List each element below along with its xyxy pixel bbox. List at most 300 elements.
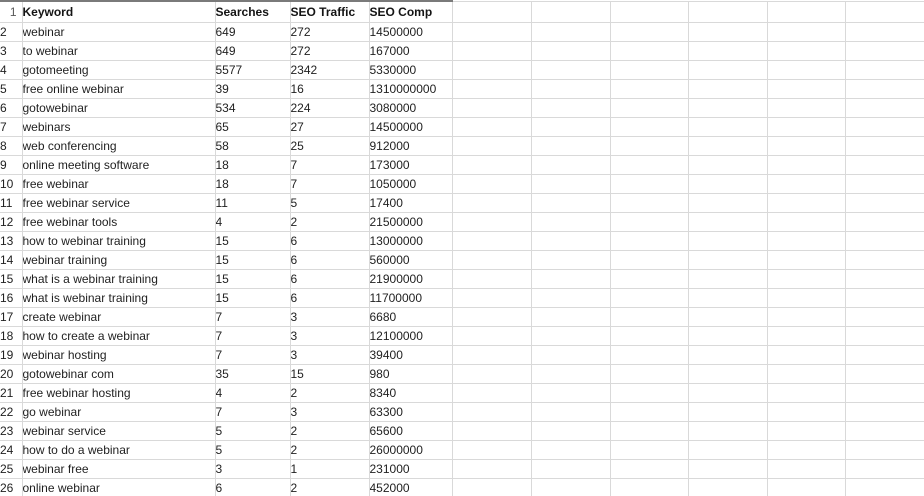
cell-seo-comp[interactable]: 231000 (369, 459, 452, 478)
row-number[interactable]: 7 (0, 117, 22, 136)
cell-empty[interactable] (767, 136, 845, 155)
cell-seo-traffic[interactable]: 25 (290, 136, 369, 155)
cell-empty[interactable] (688, 345, 767, 364)
row-number[interactable]: 15 (0, 269, 22, 288)
cell-empty[interactable] (845, 250, 924, 269)
row-number[interactable]: 16 (0, 288, 22, 307)
cell-seo-traffic[interactable]: 6 (290, 269, 369, 288)
cell-searches[interactable]: 534 (215, 98, 290, 117)
cell-keyword[interactable]: create webinar (22, 307, 215, 326)
cell-seo-comp[interactable]: 12100000 (369, 326, 452, 345)
cell-empty[interactable] (767, 440, 845, 459)
cell-keyword[interactable]: webinar (22, 22, 215, 41)
cell-empty[interactable] (531, 79, 610, 98)
cell-empty[interactable] (845, 459, 924, 478)
cell-searches[interactable]: 5577 (215, 60, 290, 79)
cell-empty[interactable] (845, 383, 924, 402)
cell-empty[interactable] (610, 98, 688, 117)
row-number[interactable]: 20 (0, 364, 22, 383)
cell-searches[interactable]: 35 (215, 364, 290, 383)
cell-empty[interactable] (531, 383, 610, 402)
cell-empty[interactable] (531, 193, 610, 212)
cell-empty[interactable] (845, 440, 924, 459)
cell-empty[interactable] (531, 231, 610, 250)
cell-empty[interactable] (610, 136, 688, 155)
row-number[interactable]: 19 (0, 345, 22, 364)
cell-empty[interactable] (845, 326, 924, 345)
table-row (0, 60, 924, 79)
cell-seo-traffic[interactable]: 2 (290, 421, 369, 440)
cell-empty[interactable] (688, 98, 767, 117)
cell-seo-traffic[interactable]: 2342 (290, 60, 369, 79)
row-number[interactable]: 23 (0, 421, 22, 440)
cell-seo-comp[interactable]: 452000 (369, 478, 452, 496)
cell-empty[interactable] (531, 478, 610, 496)
cell-empty[interactable] (531, 364, 610, 383)
cell-empty[interactable] (845, 307, 924, 326)
cell-empty[interactable] (610, 288, 688, 307)
cell-keyword[interactable]: what is a webinar training (22, 269, 215, 288)
cell-seo-traffic[interactable]: 2 (290, 383, 369, 402)
cell-empty[interactable] (688, 364, 767, 383)
cell-empty[interactable] (767, 174, 845, 193)
cell-empty[interactable] (688, 212, 767, 231)
cell-keyword[interactable]: how to do a webinar (22, 440, 215, 459)
cell-searches[interactable]: 15 (215, 269, 290, 288)
cell-seo-comp[interactable]: 39400 (369, 345, 452, 364)
cell-empty[interactable] (531, 136, 610, 155)
cell-empty[interactable] (452, 231, 531, 250)
cell-empty[interactable] (452, 174, 531, 193)
cell-keyword[interactable]: gotowebinar (22, 98, 215, 117)
cell-empty[interactable] (452, 250, 531, 269)
cell-keyword[interactable]: webinar training (22, 250, 215, 269)
cell-searches[interactable]: 5 (215, 440, 290, 459)
cell-empty[interactable] (610, 250, 688, 269)
cell-seo-comp[interactable]: 1310000000 (369, 79, 452, 98)
cell-searches[interactable]: 65 (215, 117, 290, 136)
cell-keyword[interactable]: how to create a webinar (22, 326, 215, 345)
row-number[interactable]: 26 (0, 478, 22, 496)
cell-empty[interactable] (610, 478, 688, 496)
table-row (0, 307, 924, 326)
cell-keyword[interactable]: webinar service (22, 421, 215, 440)
cell-seo-comp[interactable]: 14500000 (369, 22, 452, 41)
cell-empty[interactable] (845, 421, 924, 440)
cell-empty[interactable] (452, 383, 531, 402)
cell-seo-traffic[interactable]: 6 (290, 250, 369, 269)
cell-empty[interactable] (688, 402, 767, 421)
table-row (0, 41, 924, 60)
cell-empty[interactable] (610, 155, 688, 174)
cell-empty[interactable] (531, 1, 610, 22)
cell-seo-comp[interactable]: 65600 (369, 421, 452, 440)
row-number[interactable]: 22 (0, 402, 22, 421)
cell-empty[interactable] (767, 250, 845, 269)
row-number[interactable]: 11 (0, 193, 22, 212)
cell-empty[interactable] (845, 98, 924, 117)
cell-empty[interactable] (688, 60, 767, 79)
cell-empty[interactable] (845, 364, 924, 383)
cell-empty[interactable] (610, 402, 688, 421)
cell-seo-traffic[interactable]: 3 (290, 402, 369, 421)
cell-empty[interactable] (531, 269, 610, 288)
row-number[interactable]: 18 (0, 326, 22, 345)
cell-searches[interactable]: 7 (215, 345, 290, 364)
cell-searches[interactable]: 5 (215, 421, 290, 440)
cell-empty[interactable] (610, 41, 688, 60)
table-row (0, 383, 924, 402)
table-row (0, 98, 924, 117)
row-number[interactable]: 12 (0, 212, 22, 231)
cell-seo-comp[interactable]: 63300 (369, 402, 452, 421)
cell-empty[interactable] (531, 98, 610, 117)
cell-seo-traffic[interactable]: 2 (290, 212, 369, 231)
cell-seo-comp[interactable]: 14500000 (369, 117, 452, 136)
cell-empty[interactable] (452, 307, 531, 326)
cell-keyword[interactable]: go webinar (22, 402, 215, 421)
cell-searches[interactable]: 3 (215, 459, 290, 478)
cell-empty[interactable] (531, 117, 610, 136)
cell-keyword[interactable]: online webinar (22, 478, 215, 496)
cell-seo-comp[interactable]: 173000 (369, 155, 452, 174)
cell-empty[interactable] (688, 136, 767, 155)
row-number[interactable]: 24 (0, 440, 22, 459)
cell-empty[interactable] (531, 250, 610, 269)
cell-keyword[interactable]: web conferencing (22, 136, 215, 155)
cell-empty[interactable] (610, 212, 688, 231)
cell-seo-comp[interactable]: 13000000 (369, 231, 452, 250)
row-number[interactable]: 6 (0, 98, 22, 117)
cell-empty[interactable] (845, 174, 924, 193)
cell-keyword[interactable]: free webinar (22, 174, 215, 193)
cell-searches[interactable]: 4 (215, 212, 290, 231)
cell-empty[interactable] (845, 155, 924, 174)
cell-empty[interactable] (610, 174, 688, 193)
cell-empty[interactable] (688, 440, 767, 459)
cell-empty[interactable] (531, 402, 610, 421)
cell-empty[interactable] (610, 307, 688, 326)
cell-empty[interactable] (452, 345, 531, 364)
cell-empty[interactable] (531, 326, 610, 345)
row-number[interactable]: 25 (0, 459, 22, 478)
cell-empty[interactable] (610, 79, 688, 98)
cell-empty[interactable] (845, 60, 924, 79)
cell-searches[interactable]: 4 (215, 383, 290, 402)
cell-keyword[interactable]: how to webinar training (22, 231, 215, 250)
column-header-seo-comp[interactable]: SEO Comp (369, 1, 452, 22)
cell-empty[interactable] (688, 326, 767, 345)
cell-empty[interactable] (845, 288, 924, 307)
cell-searches[interactable]: 39 (215, 79, 290, 98)
cell-seo-comp[interactable]: 8340 (369, 383, 452, 402)
cell-seo-comp[interactable]: 21500000 (369, 212, 452, 231)
row-number[interactable]: 2 (0, 22, 22, 41)
cell-empty[interactable] (610, 117, 688, 136)
row-number[interactable]: 9 (0, 155, 22, 174)
cell-empty[interactable] (845, 22, 924, 41)
cell-empty[interactable] (531, 459, 610, 478)
cell-empty[interactable] (452, 402, 531, 421)
cell-empty[interactable] (531, 174, 610, 193)
cell-empty[interactable] (767, 41, 845, 60)
cell-searches[interactable]: 15 (215, 231, 290, 250)
cell-empty[interactable] (452, 364, 531, 383)
cell-seo-traffic[interactable]: 272 (290, 41, 369, 60)
row-number[interactable]: 10 (0, 174, 22, 193)
cell-empty[interactable] (767, 212, 845, 231)
cell-searches[interactable]: 649 (215, 22, 290, 41)
cell-keyword[interactable]: webinar hosting (22, 345, 215, 364)
cell-empty[interactable] (767, 193, 845, 212)
cell-empty[interactable] (452, 288, 531, 307)
cell-empty[interactable] (767, 307, 845, 326)
cell-empty[interactable] (610, 440, 688, 459)
cell-empty[interactable] (767, 1, 845, 22)
cell-empty[interactable] (531, 307, 610, 326)
cell-seo-comp[interactable]: 6680 (369, 307, 452, 326)
cell-keyword[interactable]: gotomeeting (22, 60, 215, 79)
row-number[interactable]: 1 (0, 1, 22, 22)
cell-empty[interactable] (688, 193, 767, 212)
row-number[interactable]: 17 (0, 307, 22, 326)
cell-seo-traffic[interactable]: 7 (290, 155, 369, 174)
cell-empty[interactable] (452, 60, 531, 79)
cell-empty[interactable] (531, 60, 610, 79)
cell-keyword[interactable]: free webinar tools (22, 212, 215, 231)
cell-empty[interactable] (688, 307, 767, 326)
row-number[interactable]: 21 (0, 383, 22, 402)
cell-empty[interactable] (452, 155, 531, 174)
cell-empty[interactable] (845, 1, 924, 22)
cell-empty[interactable] (688, 1, 767, 22)
cell-empty[interactable] (688, 459, 767, 478)
cell-empty[interactable] (610, 193, 688, 212)
cell-empty[interactable] (531, 22, 610, 41)
table-row (0, 155, 924, 174)
cell-empty[interactable] (610, 345, 688, 364)
cell-empty[interactable] (767, 421, 845, 440)
cell-empty[interactable] (688, 269, 767, 288)
cell-searches[interactable]: 58 (215, 136, 290, 155)
cell-empty[interactable] (531, 212, 610, 231)
table-row (0, 174, 924, 193)
cell-seo-comp[interactable]: 21900000 (369, 269, 452, 288)
cell-empty[interactable] (767, 383, 845, 402)
cell-empty[interactable] (531, 421, 610, 440)
cell-empty[interactable] (845, 269, 924, 288)
cell-empty[interactable] (688, 155, 767, 174)
cell-empty[interactable] (531, 440, 610, 459)
cell-keyword[interactable]: to webinar (22, 41, 215, 60)
cell-keyword[interactable]: what is webinar training (22, 288, 215, 307)
cell-empty[interactable] (845, 117, 924, 136)
cell-empty[interactable] (452, 421, 531, 440)
cell-empty[interactable] (531, 288, 610, 307)
cell-empty[interactable] (845, 402, 924, 421)
cell-empty[interactable] (452, 41, 531, 60)
cell-empty[interactable] (767, 231, 845, 250)
cell-empty[interactable] (610, 459, 688, 478)
cell-searches[interactable]: 15 (215, 250, 290, 269)
cell-seo-comp[interactable]: 26000000 (369, 440, 452, 459)
cell-empty[interactable] (610, 421, 688, 440)
cell-empty[interactable] (610, 1, 688, 22)
cell-empty[interactable] (688, 231, 767, 250)
cell-empty[interactable] (688, 478, 767, 496)
cell-empty[interactable] (610, 364, 688, 383)
cell-empty[interactable] (452, 478, 531, 496)
cell-searches[interactable]: 18 (215, 174, 290, 193)
cell-seo-comp[interactable]: 167000 (369, 41, 452, 60)
cell-empty[interactable] (767, 117, 845, 136)
cell-keyword[interactable]: gotowebinar com (22, 364, 215, 383)
row-number[interactable]: 3 (0, 41, 22, 60)
table-row (0, 402, 924, 421)
cell-seo-comp[interactable]: 1050000 (369, 174, 452, 193)
column-header-keyword[interactable]: Keyword (22, 1, 215, 22)
cell-empty[interactable] (688, 174, 767, 193)
table-row (0, 136, 924, 155)
cell-empty[interactable] (767, 155, 845, 174)
cell-empty[interactable] (845, 136, 924, 155)
cell-seo-traffic[interactable]: 1 (290, 459, 369, 478)
cell-keyword[interactable]: free online webinar (22, 79, 215, 98)
cell-empty[interactable] (767, 459, 845, 478)
cell-empty[interactable] (767, 402, 845, 421)
cell-seo-traffic[interactable]: 5 (290, 193, 369, 212)
cell-searches[interactable]: 18 (215, 155, 290, 174)
cell-empty[interactable] (688, 79, 767, 98)
row-number[interactable]: 5 (0, 79, 22, 98)
cell-empty[interactable] (688, 288, 767, 307)
cell-empty[interactable] (610, 60, 688, 79)
cell-seo-traffic[interactable]: 224 (290, 98, 369, 117)
cell-empty[interactable] (452, 79, 531, 98)
cell-seo-comp[interactable]: 17400 (369, 193, 452, 212)
cell-seo-comp[interactable]: 11700000 (369, 288, 452, 307)
cell-keyword[interactable]: online meeting software (22, 155, 215, 174)
cell-seo-traffic[interactable]: 3 (290, 345, 369, 364)
cell-empty[interactable] (688, 383, 767, 402)
cell-empty[interactable] (452, 269, 531, 288)
cell-searches[interactable]: 7 (215, 307, 290, 326)
cell-empty[interactable] (610, 326, 688, 345)
cell-empty[interactable] (845, 478, 924, 496)
cell-empty[interactable] (767, 478, 845, 496)
cell-empty[interactable] (452, 326, 531, 345)
cell-empty[interactable] (767, 288, 845, 307)
cell-seo-traffic[interactable]: 3 (290, 326, 369, 345)
cell-empty[interactable] (452, 22, 531, 41)
cell-empty[interactable] (531, 155, 610, 174)
column-header-seo-traffic[interactable]: SEO Traffic (290, 1, 369, 22)
cell-searches[interactable]: 15 (215, 288, 290, 307)
cell-empty[interactable] (845, 193, 924, 212)
table-row (0, 193, 924, 212)
cell-empty[interactable] (767, 79, 845, 98)
cell-seo-traffic[interactable]: 2 (290, 478, 369, 496)
cell-empty[interactable] (845, 345, 924, 364)
cell-searches[interactable]: 7 (215, 402, 290, 421)
cell-empty[interactable] (688, 421, 767, 440)
table-row (0, 478, 924, 496)
cell-searches[interactable]: 11 (215, 193, 290, 212)
cell-seo-traffic[interactable]: 2 (290, 440, 369, 459)
cell-seo-traffic[interactable]: 27 (290, 117, 369, 136)
cell-empty[interactable] (531, 41, 610, 60)
cell-seo-traffic[interactable]: 16 (290, 79, 369, 98)
cell-keyword[interactable]: webinar free (22, 459, 215, 478)
cell-seo-comp[interactable]: 912000 (369, 136, 452, 155)
cell-empty[interactable] (452, 212, 531, 231)
cell-empty[interactable] (452, 136, 531, 155)
cell-empty[interactable] (845, 212, 924, 231)
cell-seo-traffic[interactable]: 3 (290, 307, 369, 326)
cell-seo-comp[interactable]: 5330000 (369, 60, 452, 79)
cell-empty[interactable] (452, 1, 531, 22)
cell-searches[interactable]: 6 (215, 478, 290, 496)
cell-seo-comp[interactable]: 3080000 (369, 98, 452, 117)
cell-empty[interactable] (452, 440, 531, 459)
cell-empty[interactable] (767, 326, 845, 345)
cell-seo-traffic[interactable]: 6 (290, 288, 369, 307)
cell-empty[interactable] (845, 41, 924, 60)
cell-empty[interactable] (767, 269, 845, 288)
cell-empty[interactable] (610, 269, 688, 288)
cell-seo-comp[interactable]: 980 (369, 364, 452, 383)
cell-empty[interactable] (767, 22, 845, 41)
column-header-searches[interactable]: Searches (215, 1, 290, 22)
cell-empty[interactable] (452, 193, 531, 212)
cell-seo-traffic[interactable]: 272 (290, 22, 369, 41)
cell-empty[interactable] (767, 364, 845, 383)
cell-empty[interactable] (688, 250, 767, 269)
cell-empty[interactable] (767, 60, 845, 79)
cell-seo-traffic[interactable]: 6 (290, 231, 369, 250)
table-row (0, 212, 924, 231)
cell-empty[interactable] (610, 383, 688, 402)
row-number[interactable]: 14 (0, 250, 22, 269)
cell-searches[interactable]: 7 (215, 326, 290, 345)
row-number[interactable]: 8 (0, 136, 22, 155)
cell-empty[interactable] (845, 231, 924, 250)
cell-keyword[interactable]: free webinar service (22, 193, 215, 212)
cell-searches[interactable]: 649 (215, 41, 290, 60)
cell-empty[interactable] (688, 41, 767, 60)
cell-empty[interactable] (688, 117, 767, 136)
cell-empty[interactable] (610, 22, 688, 41)
cell-empty[interactable] (610, 231, 688, 250)
cell-empty[interactable] (767, 345, 845, 364)
cell-seo-comp[interactable]: 560000 (369, 250, 452, 269)
cell-empty[interactable] (452, 459, 531, 478)
cell-empty[interactable] (452, 98, 531, 117)
cell-empty[interactable] (767, 98, 845, 117)
table-row (0, 269, 924, 288)
cell-keyword[interactable]: webinars (22, 117, 215, 136)
cell-empty[interactable] (531, 345, 610, 364)
table-row (0, 440, 924, 459)
row-number[interactable]: 13 (0, 231, 22, 250)
row-number[interactable]: 4 (0, 60, 22, 79)
cell-seo-traffic[interactable]: 15 (290, 364, 369, 383)
cell-empty[interactable] (845, 79, 924, 98)
cell-empty[interactable] (452, 117, 531, 136)
cell-seo-traffic[interactable]: 7 (290, 174, 369, 193)
cell-empty[interactable] (688, 22, 767, 41)
cell-keyword[interactable]: free webinar hosting (22, 383, 215, 402)
